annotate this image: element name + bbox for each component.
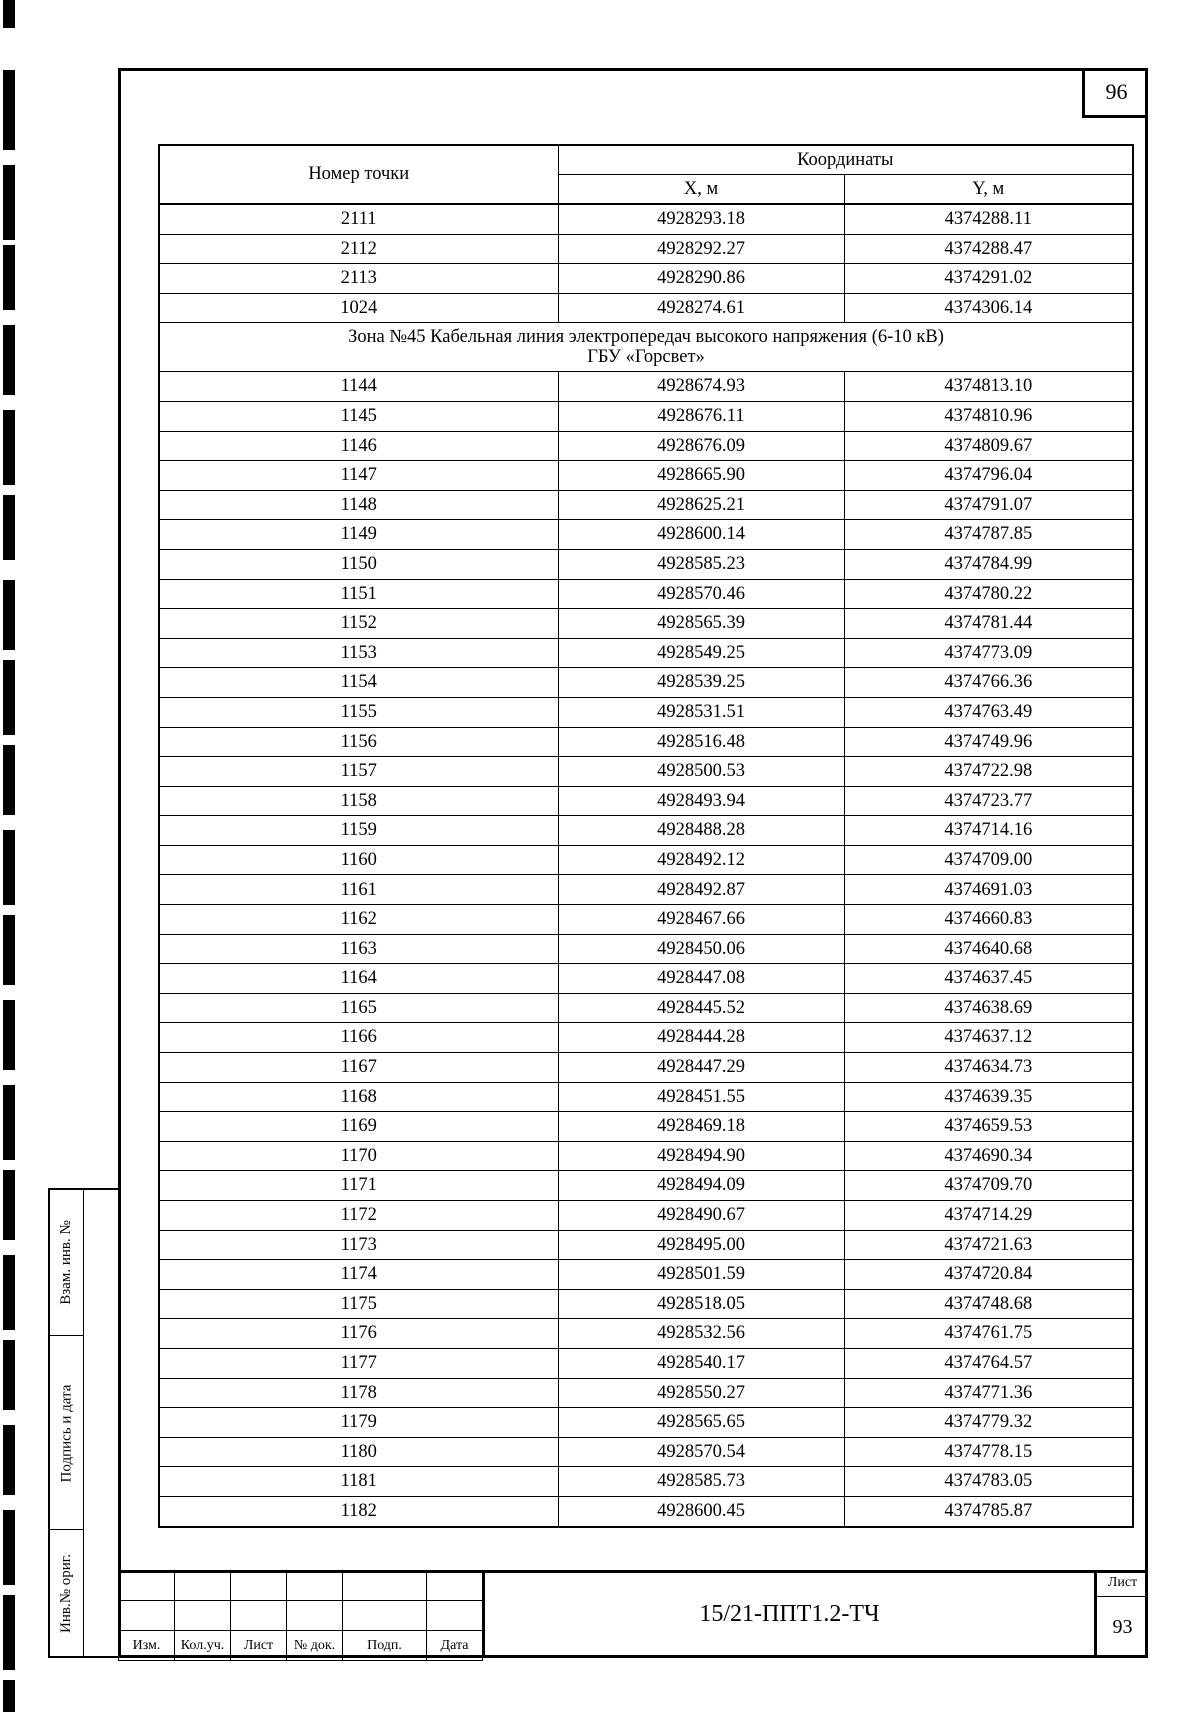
table-row (159, 579, 1133, 609)
x-cell: 4928500.53 (558, 757, 844, 787)
point-number-cell: 1158 (159, 786, 558, 816)
y-cell: 4374634.73 (844, 1053, 1133, 1083)
stamp-col-podp: Подп. (343, 1631, 427, 1661)
point-number-cell: 1149 (159, 520, 558, 550)
point-number-cell: 1150 (159, 549, 558, 579)
y-cell: 4374763.49 (844, 697, 1133, 727)
title-block (118, 1570, 1148, 1658)
x-cell: 4928674.93 (558, 372, 844, 402)
point-number-cell: 1151 (159, 579, 558, 609)
x-cell: 4928467.66 (558, 905, 844, 935)
table-row (159, 1053, 1133, 1083)
table-row (159, 234, 1133, 264)
y-cell: 4374778.15 (844, 1437, 1133, 1467)
point-number-cell: 1175 (159, 1289, 558, 1319)
table-row (159, 964, 1133, 994)
zone-title-line1: Зона №45 Кабельная линия электропередач высокого напряжения (6-10 кВ) (348, 327, 944, 348)
x-cell: 4928469.18 (558, 1112, 844, 1142)
y-cell: 4374722.98 (844, 757, 1133, 787)
table-row (159, 1467, 1133, 1497)
y-cell: 4374714.29 (844, 1201, 1133, 1231)
point-number-cell: 1179 (159, 1408, 558, 1438)
y-cell: 4374764.57 (844, 1348, 1133, 1378)
x-cell: 4928451.55 (558, 1082, 844, 1112)
zone-title-line2: ГБУ «Горсвет» (587, 347, 705, 368)
zone-title (159, 323, 1133, 372)
point-number-cell: 1147 (159, 461, 558, 491)
header-x: X, м (558, 175, 844, 205)
table-row (159, 668, 1133, 698)
y-cell: 4374784.99 (844, 549, 1133, 579)
table-row (159, 490, 1133, 520)
table-row (159, 609, 1133, 639)
x-cell: 4928565.65 (558, 1408, 844, 1438)
point-number-cell: 1145 (159, 401, 558, 431)
point-number-cell: 1146 (159, 431, 558, 461)
table-row (159, 1201, 1133, 1231)
table-row (159, 431, 1133, 461)
y-cell: 4374306.14 (844, 293, 1133, 323)
x-cell: 4928495.00 (558, 1230, 844, 1260)
table-row (159, 1171, 1133, 1201)
x-cell: 4928570.46 (558, 579, 844, 609)
point-number-cell: 1164 (159, 964, 558, 994)
x-cell: 4928600.45 (558, 1496, 844, 1526)
y-cell: 4374291.02 (844, 264, 1133, 294)
x-cell: 4928570.54 (558, 1437, 844, 1467)
point-number-cell: 2111 (159, 204, 558, 234)
y-cell: 4374639.35 (844, 1082, 1133, 1112)
y-cell: 4374637.45 (844, 964, 1133, 994)
x-cell: 4928445.52 (558, 993, 844, 1023)
coordinates-table (158, 144, 1134, 1528)
table-row (159, 401, 1133, 431)
stamp-col-list: Лист (231, 1631, 287, 1661)
y-cell: 4374810.96 (844, 401, 1133, 431)
y-cell: 4374288.11 (844, 204, 1133, 234)
point-number-cell: 1171 (159, 1171, 558, 1201)
x-cell: 4928290.86 (558, 264, 844, 294)
point-number-cell: 1173 (159, 1230, 558, 1260)
table-row (159, 461, 1133, 491)
table-row (159, 1496, 1133, 1526)
side-podpis-label: Подпись и дата (58, 1384, 75, 1482)
header-y: Y, м (844, 175, 1133, 205)
table-row (159, 1289, 1133, 1319)
y-cell: 4374791.07 (844, 490, 1133, 520)
table-row (159, 520, 1133, 550)
x-cell: 4928494.09 (558, 1171, 844, 1201)
table-row (159, 845, 1133, 875)
y-cell: 4374781.44 (844, 609, 1133, 639)
x-cell: 4928492.87 (558, 875, 844, 905)
y-cell: 4374785.87 (844, 1496, 1133, 1526)
side-podpis (50, 1337, 83, 1530)
y-cell: 4374723.77 (844, 786, 1133, 816)
point-number-cell: 1166 (159, 1023, 558, 1053)
y-cell: 4374796.04 (844, 461, 1133, 491)
side-vzam (50, 1190, 83, 1336)
zone-section (159, 323, 1133, 372)
x-cell: 4928676.09 (558, 431, 844, 461)
x-cell: 4928585.73 (558, 1467, 844, 1497)
x-cell: 4928492.12 (558, 845, 844, 875)
page-number: 96 (1082, 68, 1148, 118)
table-row (159, 875, 1133, 905)
table-row (159, 1260, 1133, 1290)
x-cell: 4928292.27 (558, 234, 844, 264)
x-cell: 4928549.25 (558, 638, 844, 668)
table-row (159, 757, 1133, 787)
point-number-cell: 1159 (159, 816, 558, 846)
x-cell: 4928565.39 (558, 609, 844, 639)
point-number-cell: 1168 (159, 1082, 558, 1112)
table-row (159, 264, 1133, 294)
x-cell: 4928447.29 (558, 1053, 844, 1083)
y-cell: 4374780.22 (844, 579, 1133, 609)
sheet-label: Лист (1097, 1570, 1148, 1597)
point-number-cell: 1165 (159, 993, 558, 1023)
table-row (159, 1141, 1133, 1171)
side-stamp-divider (83, 1190, 84, 1656)
x-cell: 4928585.23 (558, 549, 844, 579)
point-number-cell: 1182 (159, 1496, 558, 1526)
x-cell: 4928274.61 (558, 293, 844, 323)
y-cell: 4374709.70 (844, 1171, 1133, 1201)
point-number-cell: 1153 (159, 638, 558, 668)
y-cell: 4374637.12 (844, 1023, 1133, 1053)
document-code: 15/21-ППТ1.2-ТЧ (482, 1570, 1094, 1658)
side-vzam-label: Взам. инв. № (58, 1220, 74, 1305)
x-cell: 4928532.56 (558, 1319, 844, 1349)
point-number-cell: 1170 (159, 1141, 558, 1171)
point-number-cell: 1161 (159, 875, 558, 905)
point-number-cell: 1162 (159, 905, 558, 935)
rows-after-zone (159, 372, 1133, 1527)
table-row (159, 697, 1133, 727)
table-row (159, 1437, 1133, 1467)
table-row (159, 1082, 1133, 1112)
table-row (159, 1112, 1133, 1142)
x-cell: 4928676.11 (558, 401, 844, 431)
point-number-cell: 1148 (159, 490, 558, 520)
point-number-cell: 2112 (159, 234, 558, 264)
stamp-col-ndok: № док. (287, 1631, 343, 1661)
table-row (159, 905, 1133, 935)
y-cell: 4374691.03 (844, 875, 1133, 905)
table-row (159, 204, 1133, 234)
stamp-col-data: Дата (427, 1631, 483, 1661)
point-number-cell: 1157 (159, 757, 558, 787)
side-stamp (48, 1188, 118, 1658)
y-cell: 4374787.85 (844, 520, 1133, 550)
x-cell: 4928550.27 (558, 1378, 844, 1408)
table-row (159, 372, 1133, 402)
x-cell: 4928293.18 (558, 204, 844, 234)
x-cell: 4928488.28 (558, 816, 844, 846)
x-cell: 4928539.25 (558, 668, 844, 698)
x-cell: 4928494.90 (558, 1141, 844, 1171)
y-cell: 4374640.68 (844, 934, 1133, 964)
point-number-cell: 1177 (159, 1348, 558, 1378)
title-block-grid (118, 1570, 483, 1661)
table-row (159, 638, 1133, 668)
rows-before-zone (159, 204, 1133, 323)
point-number-cell: 1180 (159, 1437, 558, 1467)
point-number-cell: 2113 (159, 264, 558, 294)
point-number-cell: 1160 (159, 845, 558, 875)
point-number-cell: 1152 (159, 609, 558, 639)
y-cell: 4374721.63 (844, 1230, 1133, 1260)
table-row (159, 934, 1133, 964)
sheet-box (1094, 1570, 1148, 1658)
y-cell: 4374690.34 (844, 1141, 1133, 1171)
x-cell: 4928600.14 (558, 520, 844, 550)
y-cell: 4374766.36 (844, 668, 1133, 698)
x-cell: 4928450.06 (558, 934, 844, 964)
point-number-cell: 1167 (159, 1053, 558, 1083)
side-inv (50, 1531, 83, 1656)
x-cell: 4928518.05 (558, 1289, 844, 1319)
header-point-number: Номер точки (159, 145, 558, 204)
point-number-cell: 1181 (159, 1467, 558, 1497)
y-cell: 4374720.84 (844, 1260, 1133, 1290)
x-cell: 4928540.17 (558, 1348, 844, 1378)
table-row (159, 293, 1133, 323)
x-cell: 4928665.90 (558, 461, 844, 491)
point-number-cell: 1163 (159, 934, 558, 964)
x-cell: 4928516.48 (558, 727, 844, 757)
y-cell: 4374783.05 (844, 1467, 1133, 1497)
x-cell: 4928625.21 (558, 490, 844, 520)
y-cell: 4374749.96 (844, 727, 1133, 757)
point-number-cell: 1024 (159, 293, 558, 323)
x-cell: 4928493.94 (558, 786, 844, 816)
table-row (159, 1348, 1133, 1378)
point-number-cell: 1144 (159, 372, 558, 402)
y-cell: 4374813.10 (844, 372, 1133, 402)
x-cell: 4928501.59 (558, 1260, 844, 1290)
point-number-cell: 1156 (159, 727, 558, 757)
x-cell: 4928447.08 (558, 964, 844, 994)
y-cell: 4374748.68 (844, 1289, 1133, 1319)
y-cell: 4374659.53 (844, 1112, 1133, 1142)
y-cell: 4374779.32 (844, 1408, 1133, 1438)
table-row (159, 727, 1133, 757)
y-cell: 4374288.47 (844, 234, 1133, 264)
table-row (159, 1408, 1133, 1438)
x-cell: 4928531.51 (558, 697, 844, 727)
point-number-cell: 1178 (159, 1378, 558, 1408)
table-row (159, 549, 1133, 579)
y-cell: 4374714.16 (844, 816, 1133, 846)
point-number-cell: 1169 (159, 1112, 558, 1142)
table-row (159, 1230, 1133, 1260)
y-cell: 4374709.00 (844, 845, 1133, 875)
y-cell: 4374773.09 (844, 638, 1133, 668)
y-cell: 4374660.83 (844, 905, 1133, 935)
y-cell: 4374771.36 (844, 1378, 1133, 1408)
y-cell: 4374638.69 (844, 993, 1133, 1023)
point-number-cell: 1155 (159, 697, 558, 727)
table-row (159, 993, 1133, 1023)
table-row (159, 1023, 1133, 1053)
table-row (159, 1378, 1133, 1408)
side-inv-label: Инв.№ ориг. (58, 1554, 74, 1633)
point-number-cell: 1176 (159, 1319, 558, 1349)
stamp-col-kolvo: Кол.уч. (175, 1631, 231, 1661)
point-number-cell: 1174 (159, 1260, 558, 1290)
stamp-col-izm: Изм. (119, 1631, 175, 1661)
header-coordinates: Координаты (558, 145, 1133, 175)
table-row (159, 1319, 1133, 1349)
y-cell: 4374809.67 (844, 431, 1133, 461)
table-row (159, 786, 1133, 816)
y-cell: 4374761.75 (844, 1319, 1133, 1349)
x-cell: 4928444.28 (558, 1023, 844, 1053)
table-row (159, 816, 1133, 846)
point-number-cell: 1154 (159, 668, 558, 698)
sheet-number: 93 (1112, 1616, 1133, 1638)
x-cell: 4928490.67 (558, 1201, 844, 1231)
point-number-cell: 1172 (159, 1201, 558, 1231)
